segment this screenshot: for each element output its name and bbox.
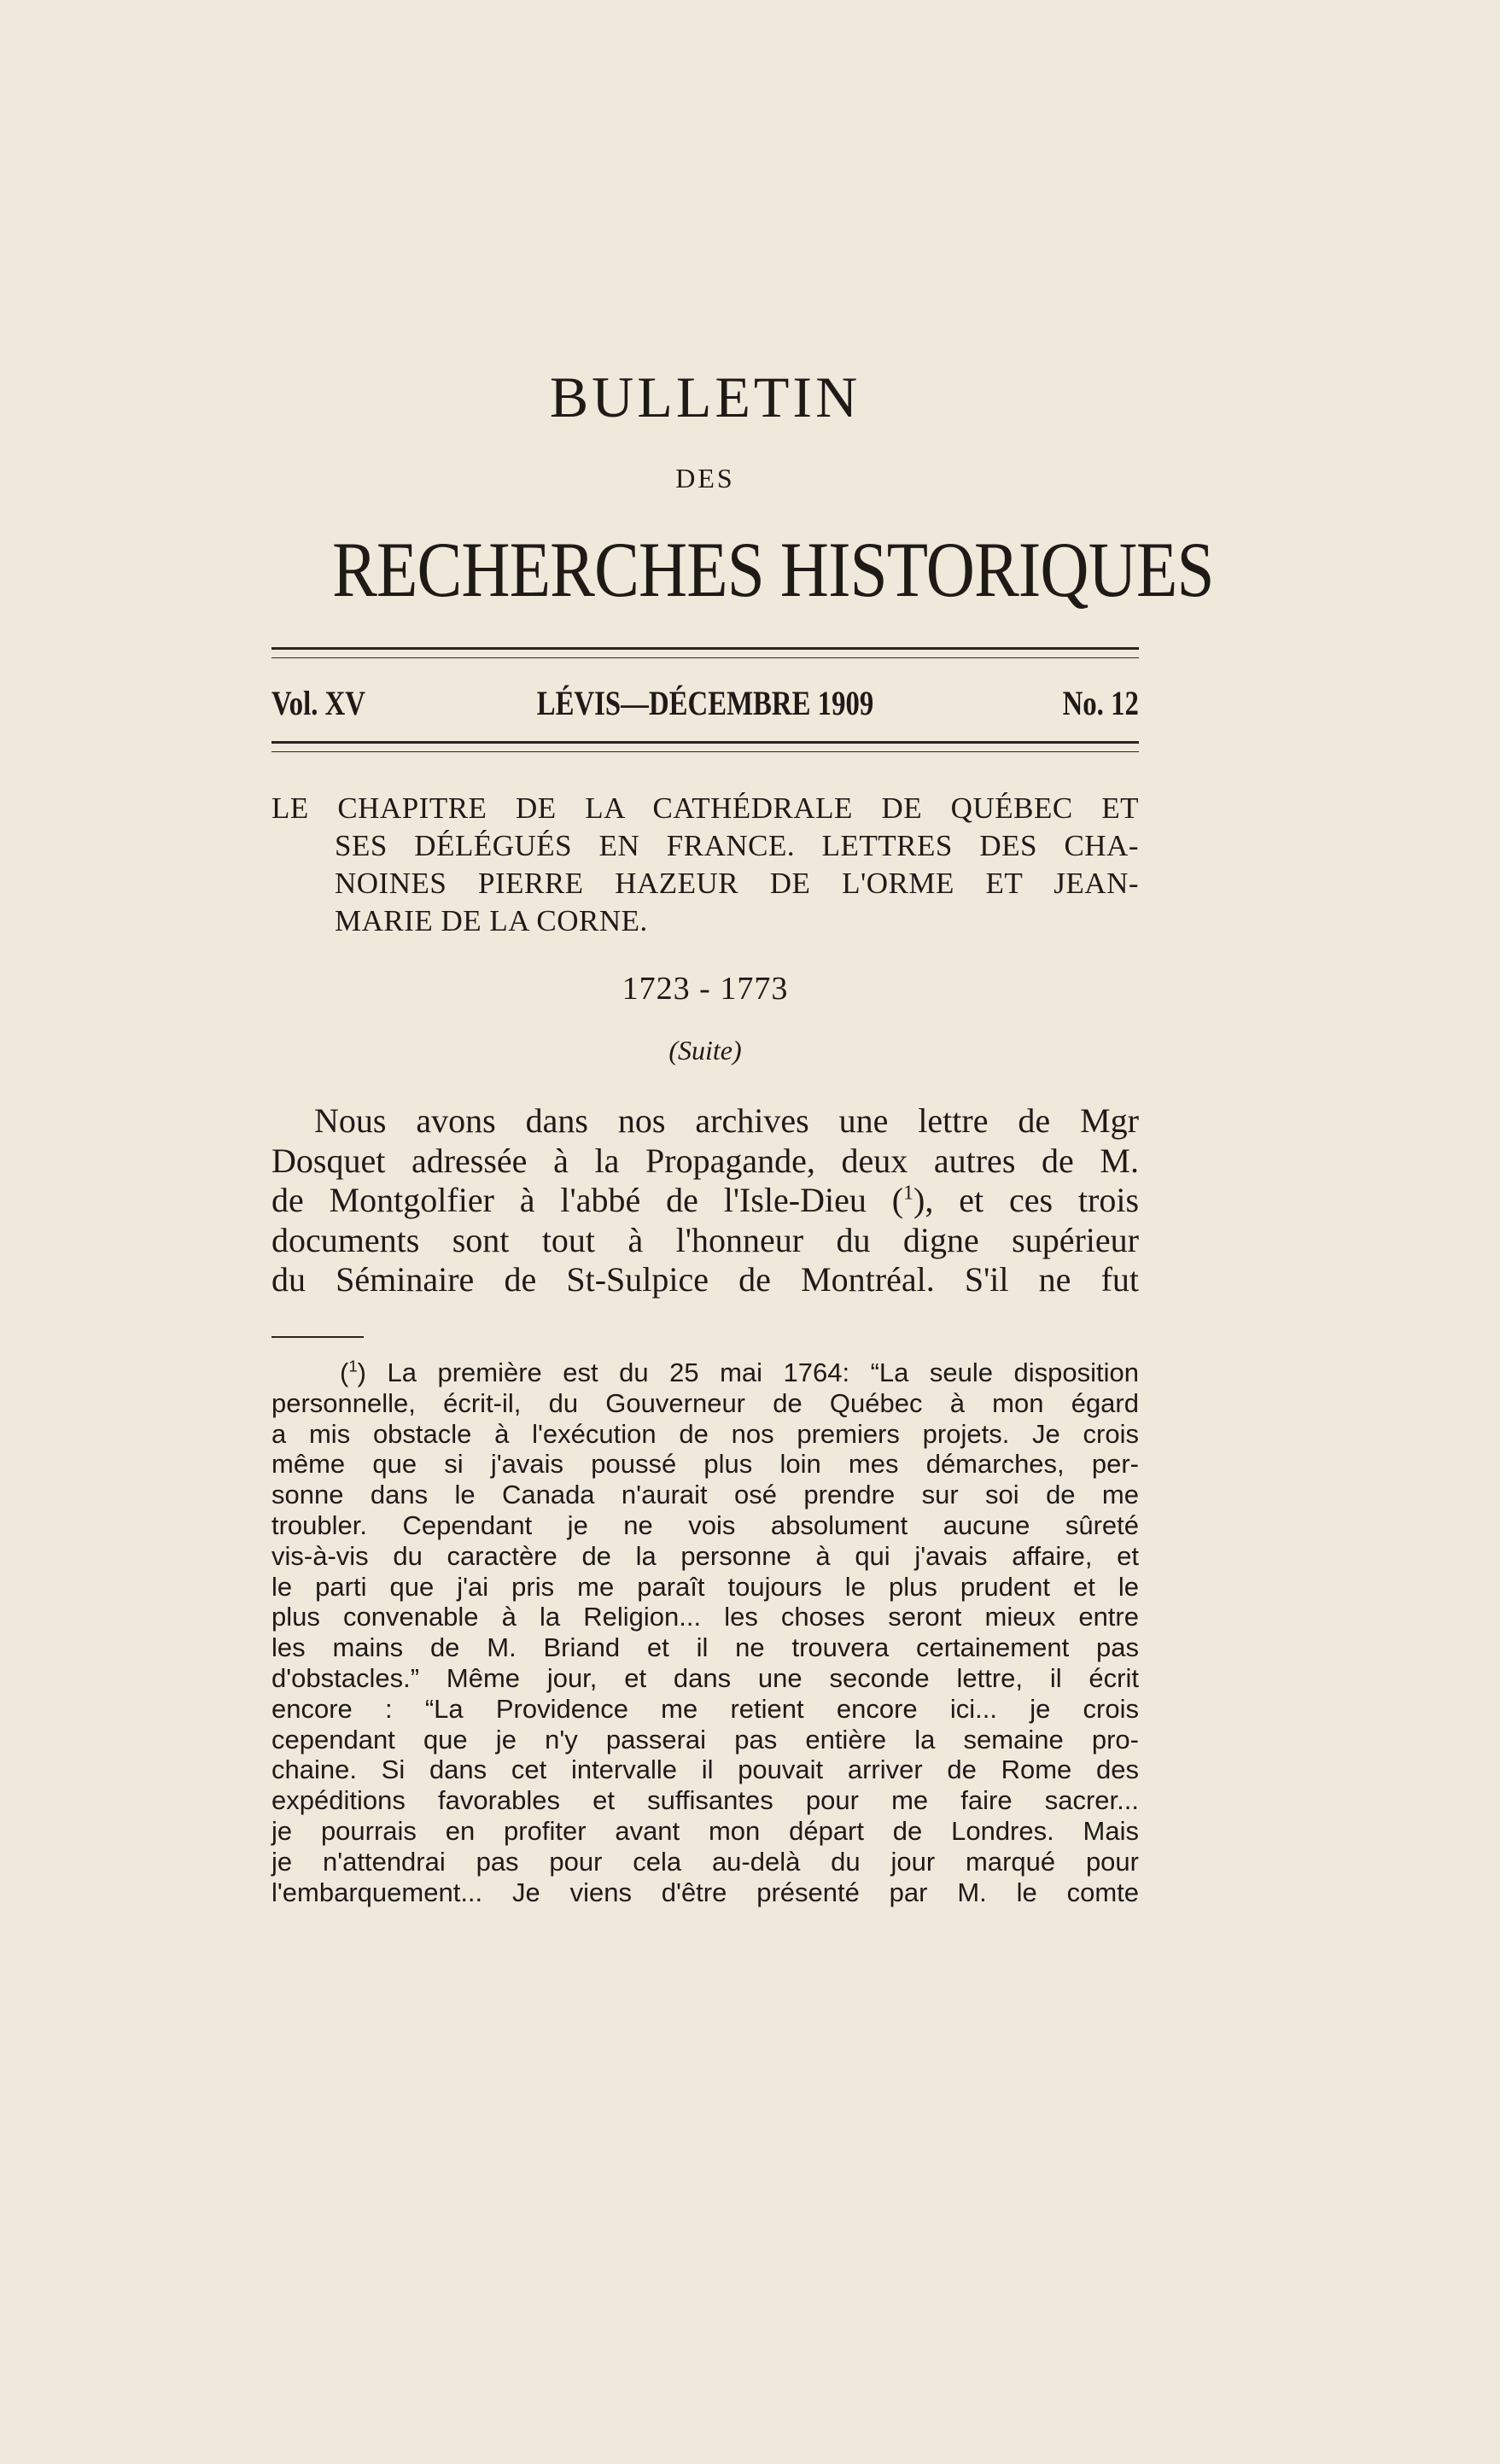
footnote-line: je n'attendrai pas pour cela au-delà du jour marqué pour bbox=[271, 1846, 1139, 1877]
issue-place-date: LÉVIS—DÉCEMBRE 1909 bbox=[536, 684, 874, 722]
article-body bbox=[271, 1101, 1139, 1300]
footnote-line: plus convenable à la Religion... les choses seront mieux entre bbox=[271, 1602, 1139, 1632]
body-line: du Séminaire de St-Sulpice de Montréal. S'il ne fut bbox=[271, 1260, 1139, 1299]
body-line: Dosquet adressée à la Propagande, deux autres de M. bbox=[271, 1141, 1139, 1180]
issue-volume: Vol. XV bbox=[271, 684, 365, 722]
body-line-text: de Montgolfier à l'abbé de l'Isle-Dieu ( bbox=[271, 1181, 904, 1219]
footnote-line: personnelle, écrit-il, du Gouverneur de Québec à mon égard bbox=[271, 1387, 1139, 1418]
footnote bbox=[271, 1358, 1139, 1907]
article-continued-label: (Suite) bbox=[668, 1035, 742, 1066]
masthead-rule-top bbox=[271, 647, 1139, 658]
footnote-line: le parti que j'ai pris me paraît toujours le plus prudent et le bbox=[271, 1571, 1139, 1602]
footnote-line: a mis obstacle à l'exécution de nos premiers projets. Je crois bbox=[271, 1418, 1139, 1449]
article-title bbox=[271, 790, 1139, 940]
footnote-line: même que si j'avais poussé plus loin mes démarches, per- bbox=[271, 1449, 1139, 1480]
footnote-line: je pourrais en profiter avant mon départ de Londres. Mais bbox=[271, 1815, 1139, 1846]
article-title-line: NOINES PIERRE HAZEUR DE L'ORME ET JEAN- bbox=[335, 867, 1139, 900]
footnote-divider bbox=[271, 1336, 364, 1338]
footnote-marker-open: ( bbox=[340, 1358, 349, 1387]
footnote-line: encore : “La Providence me retient encore ici... je crois bbox=[271, 1693, 1139, 1724]
footnote-marker: 1 bbox=[348, 1357, 358, 1375]
footnote-line: chaine. Si dans cet intervalle il pouvait arriver de Rome des bbox=[271, 1755, 1139, 1785]
footnote-reference[interactable]: 1 bbox=[903, 1182, 914, 1205]
journal-title-main: RECHERCHES HISTORIQUES bbox=[332, 526, 1214, 613]
footnote-line: expéditions favorables et suffisantes pour me faire sacrer... bbox=[271, 1785, 1139, 1816]
body-line: Nous avons dans nos archives une lettre de Mgr bbox=[314, 1101, 1139, 1140]
journal-title-bulletin: BULLETIN bbox=[549, 365, 861, 429]
journal-title-des: DES bbox=[675, 463, 735, 493]
footnote-line: sonne dans le Canada n'aurait osé prendre sur soi de me bbox=[271, 1480, 1139, 1510]
article-years: 1723 - 1773 bbox=[622, 971, 789, 1007]
footnote-line: l'embarquement... Je viens d'être présenté par M. le comte bbox=[271, 1877, 1139, 1907]
footnote-line: les mains de M. Briand et il ne trouvera certainement pas bbox=[271, 1632, 1139, 1663]
footnote-text: La première est du 25 mai 1764: “La seule disposition bbox=[366, 1358, 1139, 1387]
footnote-line: cependant que je n'y passerai pas entière la semaine pro- bbox=[271, 1724, 1139, 1755]
article-title-line: LE CHAPITRE DE LA CATHÉDRALE DE QUÉBEC ET bbox=[271, 791, 1139, 825]
body-line-text: ), et ces trois bbox=[913, 1181, 1140, 1219]
article-title-line: MARIE DE LA CORNE. bbox=[335, 904, 648, 937]
article-title-line: SES DÉLÉGUÉS EN FRANCE. LETTRES DES CHA- bbox=[335, 829, 1139, 862]
footnote-line bbox=[271, 1358, 1139, 1388]
issue-number: No. 12 bbox=[1062, 684, 1139, 722]
body-line: documents sont tout à l'honneur du digne supérieur bbox=[271, 1220, 1139, 1259]
masthead-rule-bottom bbox=[271, 741, 1139, 752]
footnote-line: troubler. Cependant je ne vois absolument aucune sûreté bbox=[271, 1509, 1139, 1540]
footnote-line: vis-à-vis du caractère de la personne à qui j'avais affaire, et bbox=[271, 1540, 1139, 1571]
footnote-marker-close: ) bbox=[357, 1358, 366, 1387]
footnote-line: d'obstacles.” Même jour, et dans une seconde lettre, il écrit bbox=[271, 1662, 1139, 1693]
body-line bbox=[271, 1181, 1139, 1221]
